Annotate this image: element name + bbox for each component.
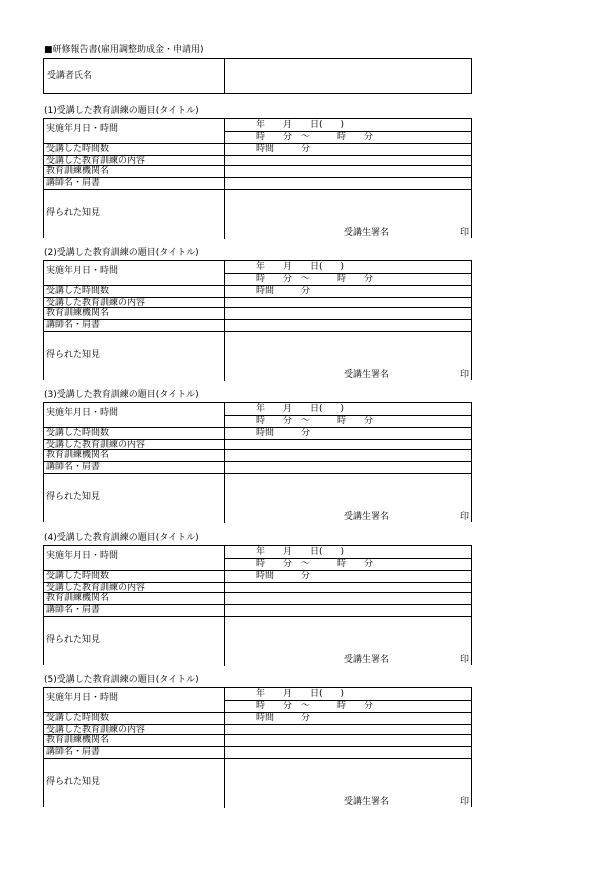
report-section (43, 391, 472, 531)
content-label: 受講した教育訓練の内容 (46, 583, 146, 593)
section-table (43, 260, 472, 380)
table-rule (44, 461, 471, 462)
report-section (43, 107, 472, 247)
table-rule (44, 189, 471, 190)
institution-label: 教育訓練機関名 (46, 735, 110, 745)
hours-format: 時間 分 (256, 286, 311, 296)
date-format: 年 月 日( ) (256, 120, 345, 130)
section-title: (3)受講した教育訓練の題目(タイトル) (44, 390, 199, 400)
date-format: 年 月 日( ) (256, 689, 345, 699)
section-table (43, 687, 472, 807)
knowledge-label: 得られた知見 (46, 208, 101, 218)
table-column-divider (224, 119, 225, 239)
section-table (43, 545, 472, 665)
section-table (43, 402, 472, 522)
date-time-label: 実施年月日・時間 (46, 551, 119, 561)
trainee-name-box (43, 58, 472, 94)
table-column-divider (224, 403, 225, 523)
hours-format: 時間 分 (256, 571, 311, 581)
date-time-label: 実施年月日・時間 (46, 693, 119, 703)
knowledge-label: 得られた知見 (46, 350, 101, 360)
institution-label: 教育訓練機関名 (46, 450, 110, 460)
seal-label: 印 (460, 370, 470, 380)
date-format: 年 月 日( ) (256, 547, 345, 557)
knowledge-label: 得られた知見 (46, 492, 101, 502)
report-section (43, 534, 472, 674)
section-title: (1)受講した教育訓練の題目(タイトル) (44, 106, 199, 116)
time-format: 時 分 ～ 時 分 (256, 274, 374, 284)
hours-label: 受講した時間数 (46, 428, 110, 438)
table-rule (44, 758, 471, 759)
hours-label: 受講した時間数 (46, 144, 110, 154)
table-rule (44, 177, 471, 178)
section-title: (4)受講した教育訓練の題目(タイトル) (44, 533, 199, 543)
content-label: 受講した教育訓練の内容 (46, 725, 146, 735)
signature-label: 受講生署名 (344, 228, 390, 238)
content-label: 受講した教育訓練の内容 (46, 298, 146, 308)
date-time-label: 実施年月日・時間 (46, 266, 119, 276)
date-format: 年 月 日( ) (256, 262, 345, 272)
table-rule (44, 319, 471, 320)
instructor-label: 講師名・肩書 (46, 605, 101, 615)
seal-label: 印 (460, 512, 470, 522)
report-section (43, 249, 472, 389)
table-column-divider (224, 688, 225, 808)
instructor-label: 講師名・肩書 (46, 462, 101, 472)
time-format: 時 分 ～ 時 分 (256, 416, 374, 426)
signature-label: 受講生署名 (344, 370, 390, 380)
hours-label: 受講した時間数 (46, 286, 110, 296)
hours-label: 受講した時間数 (46, 713, 110, 723)
section-table (43, 118, 472, 238)
table-rule (44, 331, 471, 332)
hours-format: 時間 分 (256, 144, 311, 154)
seal-label: 印 (460, 655, 470, 665)
date-time-label: 実施年月日・時間 (46, 408, 119, 418)
institution-label: 教育訓練機関名 (46, 308, 110, 318)
name-box-divider (224, 59, 225, 93)
hours-format: 時間 分 (256, 428, 311, 438)
date-format: 年 月 日( ) (256, 404, 345, 414)
signature-label: 受講生署名 (344, 797, 390, 807)
seal-label: 印 (460, 228, 470, 238)
table-rule (44, 616, 471, 617)
signature-label: 受講生署名 (344, 512, 390, 522)
section-title: (2)受講した教育訓練の題目(タイトル) (44, 248, 199, 258)
signature-label: 受講生署名 (344, 655, 390, 665)
content-label: 受講した教育訓練の内容 (46, 156, 146, 166)
time-format: 時 分 ～ 時 分 (256, 559, 374, 569)
table-rule (44, 473, 471, 474)
hours-label: 受講した時間数 (46, 571, 110, 581)
table-rule (44, 746, 471, 747)
page-title: ■研修報告書(雇用調整助成金・申請用) (44, 45, 204, 55)
instructor-label: 講師名・肩書 (46, 320, 101, 330)
table-column-divider (224, 261, 225, 381)
knowledge-label: 得られた知見 (46, 777, 101, 787)
date-time-label: 実施年月日・時間 (46, 124, 119, 134)
hours-format: 時間 分 (256, 713, 311, 723)
seal-label: 印 (460, 797, 470, 807)
institution-label: 教育訓練機関名 (46, 593, 110, 603)
instructor-label: 講師名・肩書 (46, 747, 101, 757)
report-section (43, 676, 472, 816)
content-label: 受講した教育訓練の内容 (46, 440, 146, 450)
trainee-name-label: 受講者氏名 (47, 71, 93, 81)
institution-label: 教育訓練機関名 (46, 166, 110, 176)
time-format: 時 分 ～ 時 分 (256, 132, 374, 142)
section-title: (5)受講した教育訓練の題目(タイトル) (44, 675, 199, 685)
knowledge-label: 得られた知見 (46, 635, 101, 645)
instructor-label: 講師名・肩書 (46, 178, 101, 188)
table-column-divider (224, 546, 225, 666)
time-format: 時 分 ～ 時 分 (256, 701, 374, 711)
table-rule (44, 604, 471, 605)
